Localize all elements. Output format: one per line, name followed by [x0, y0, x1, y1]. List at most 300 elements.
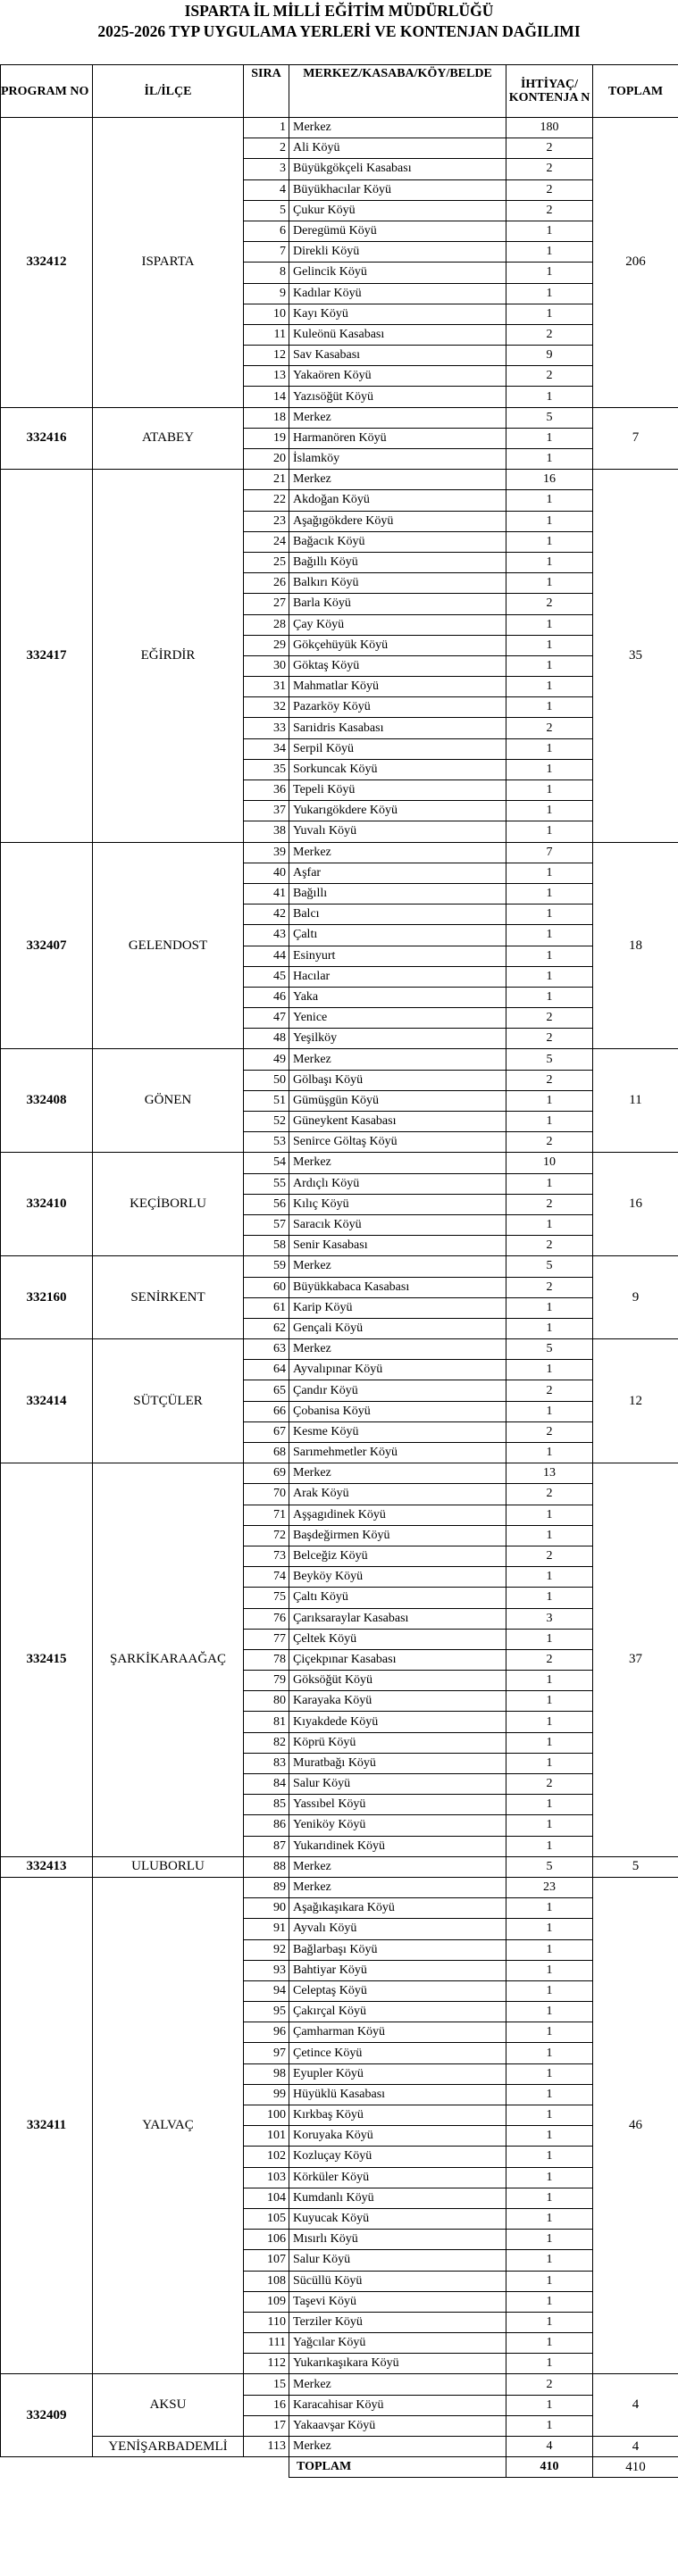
- quota-value: 1: [506, 863, 593, 883]
- location-name: Merkez: [289, 470, 506, 490]
- quota-value: 1: [506, 242, 593, 263]
- row-number: 31: [244, 677, 289, 697]
- location-name: Balcı: [289, 905, 506, 925]
- location-name: Çukur Köyü: [289, 200, 506, 221]
- location-name: Çeltek Köyü: [289, 1629, 506, 1649]
- location-name: Celeptaş Köyü: [289, 1980, 506, 2001]
- row-number: 21: [244, 470, 289, 490]
- table-row: [1, 1856, 678, 1877]
- row-number: 109: [244, 2291, 289, 2312]
- district-name: YALVAÇ: [93, 1877, 244, 2374]
- row-number: 16: [244, 2395, 289, 2415]
- location-name: Aşağıkaşıkara Köyü: [289, 1898, 506, 1919]
- quota-value: 1: [506, 2105, 593, 2126]
- row-number: 32: [244, 697, 289, 718]
- quota-table: [0, 64, 678, 2478]
- quota-value: 2: [506, 1649, 593, 1670]
- quota-value: 1: [506, 1318, 593, 1338]
- quota-value: 1: [506, 2043, 593, 2063]
- row-number: 3: [244, 159, 289, 179]
- header-ihtiyac: İHTİYAÇ/ KONTENJA N: [506, 65, 593, 118]
- row-number: 13: [244, 366, 289, 387]
- district-name: SENİRKENT: [93, 1256, 244, 1339]
- district-total: 206: [593, 118, 678, 408]
- document-title: [0, 0, 678, 41]
- quota-value: 1: [506, 552, 593, 572]
- header-program: PROGRAM NO: [1, 65, 93, 118]
- location-name: Çarıksaraylar Kasabası: [289, 1608, 506, 1629]
- table-row: [1, 1877, 678, 1897]
- quota-value: 1: [506, 1567, 593, 1588]
- quota-value: 1: [506, 1898, 593, 1919]
- location-name: Merkez: [289, 1339, 506, 1360]
- location-name: Yaka: [289, 987, 506, 1007]
- location-name: Büyükkabaca Kasabası: [289, 1277, 506, 1297]
- row-number: 87: [244, 1836, 289, 1856]
- quota-value: 1: [506, 738, 593, 759]
- quota-value: 1: [506, 801, 593, 821]
- location-name: Çiçekpınar Kasabası: [289, 1649, 506, 1670]
- row-number: 59: [244, 1256, 289, 1277]
- quota-value: 1: [506, 614, 593, 635]
- row-number: 75: [244, 1588, 289, 1608]
- location-name: Bağacık Köyü: [289, 531, 506, 552]
- row-number: 52: [244, 1112, 289, 1132]
- row-number: 64: [244, 1360, 289, 1380]
- district-name: ŞARKİKARAAĞAÇ: [93, 1463, 244, 1857]
- district-total: 4: [593, 2374, 678, 2437]
- table-row: [1, 842, 678, 863]
- location-name: Göksöğüt Köyü: [289, 1671, 506, 1691]
- row-number: 5: [244, 200, 289, 221]
- location-name: Esinyurt: [289, 946, 506, 966]
- quota-value: 23: [506, 1877, 593, 1897]
- table-row: [1, 1256, 678, 1277]
- row-number: 96: [244, 2022, 289, 2043]
- quota-value: 1: [506, 1401, 593, 1421]
- quota-value: 1: [506, 905, 593, 925]
- quota-value: 1: [506, 2208, 593, 2229]
- location-name: Bağıllı: [289, 883, 506, 904]
- location-name: Sarımehmetler Köyü: [289, 1443, 506, 1463]
- location-name: Merkez: [289, 842, 506, 863]
- location-name: Koruyaka Köyü: [289, 2126, 506, 2147]
- location-name: Aşağıgökdere Köyü: [289, 511, 506, 531]
- header-sira: SIRA: [244, 65, 289, 118]
- row-number: 9: [244, 283, 289, 304]
- location-name: Sorkuncak Köyü: [289, 759, 506, 779]
- quota-value: 2: [506, 179, 593, 200]
- location-name: Barla Köyü: [289, 594, 506, 614]
- quota-value: 1: [506, 283, 593, 304]
- location-name: Akdoğan Köyü: [289, 490, 506, 511]
- row-number: 22: [244, 490, 289, 511]
- location-name: Merkez: [289, 1856, 506, 1877]
- location-name: Kıyakdede Köyü: [289, 1712, 506, 1732]
- quota-value: 7: [506, 842, 593, 863]
- table-row: [1, 1463, 678, 1484]
- quota-value: 5: [506, 1856, 593, 1877]
- location-name: Taşevi Köyü: [289, 2291, 506, 2312]
- location-name: Büyükhacılar Köyü: [289, 179, 506, 200]
- row-number: 46: [244, 987, 289, 1007]
- row-number: 25: [244, 552, 289, 572]
- row-number: 10: [244, 304, 289, 324]
- location-name: Çandır Köyü: [289, 1380, 506, 1401]
- location-name: Karip Köyü: [289, 1297, 506, 1318]
- row-number: 79: [244, 1671, 289, 1691]
- row-number: 67: [244, 1421, 289, 1442]
- row-number: 26: [244, 573, 289, 594]
- quota-value: 1: [506, 2022, 593, 2043]
- row-number: 49: [244, 1049, 289, 1070]
- program-number: 332416: [1, 407, 93, 470]
- location-name: Pazarköy Köyü: [289, 697, 506, 718]
- row-number: 61: [244, 1297, 289, 1318]
- row-number: 7: [244, 242, 289, 263]
- program-number: 332414: [1, 1339, 93, 1463]
- district-total: 12: [593, 1339, 678, 1463]
- table-row: [1, 118, 678, 138]
- program-number: 332411: [1, 1877, 93, 2374]
- row-number: 100: [244, 2105, 289, 2126]
- total-label: TOPLAM: [289, 2457, 506, 2478]
- row-number: 62: [244, 1318, 289, 1338]
- location-name: Yeşilköy: [289, 1029, 506, 1049]
- row-number: 48: [244, 1029, 289, 1049]
- location-name: Büyükgökçeli Kasabası: [289, 159, 506, 179]
- quota-value: 1: [506, 883, 593, 904]
- location-name: Ayvalıpınar Köyü: [289, 1360, 506, 1380]
- quota-value: 2: [506, 1008, 593, 1029]
- location-name: Yağcılar Köyü: [289, 2333, 506, 2354]
- district-total: 5: [593, 1856, 678, 1877]
- location-name: Direkli Köyü: [289, 242, 506, 263]
- quota-value: 2: [506, 159, 593, 179]
- quota-value: 1: [506, 1443, 593, 1463]
- quota-value: 1: [506, 655, 593, 676]
- location-name: İslamköy: [289, 449, 506, 470]
- quota-value: 1: [506, 221, 593, 241]
- program-number: 332407: [1, 842, 93, 1049]
- quota-value: 1: [506, 2415, 593, 2436]
- district-total: 35: [593, 470, 678, 842]
- location-name: Balkırı Köyü: [289, 573, 506, 594]
- location-name: Serpil Köyü: [289, 738, 506, 759]
- location-name: Gelincik Köyü: [289, 263, 506, 283]
- row-number: 17: [244, 2415, 289, 2436]
- quota-value: 1: [506, 2395, 593, 2415]
- row-number: 53: [244, 1132, 289, 1153]
- grand-total: 410: [593, 2457, 678, 2478]
- quota-value: 2: [506, 1421, 593, 1442]
- row-number: 43: [244, 925, 289, 946]
- quota-value: 1: [506, 1505, 593, 1525]
- row-number: 68: [244, 1443, 289, 1463]
- table-row: [1, 1049, 678, 1070]
- location-name: Saracık Köyü: [289, 1214, 506, 1235]
- location-name: Merkez: [289, 1256, 506, 1277]
- program-number: 332415: [1, 1463, 93, 1857]
- row-number: 2: [244, 138, 289, 159]
- row-number: 103: [244, 2167, 289, 2188]
- location-name: Sav Kasabası: [289, 346, 506, 366]
- quota-value: 1: [506, 2271, 593, 2291]
- location-name: Gümüşgün Köyü: [289, 1090, 506, 1111]
- row-number: 45: [244, 966, 289, 987]
- row-number: 55: [244, 1173, 289, 1194]
- quota-value: 1: [506, 1753, 593, 1773]
- quota-value: 1: [506, 428, 593, 448]
- location-name: Salur Köyü: [289, 2250, 506, 2271]
- location-name: Yeniköy Köyü: [289, 1815, 506, 1836]
- location-name: Başdeğirmen Köyü: [289, 1525, 506, 1546]
- row-number: 95: [244, 2002, 289, 2022]
- location-name: Aşfar: [289, 863, 506, 883]
- location-name: Tepeli Köyü: [289, 780, 506, 801]
- location-name: Çamharman Köyü: [289, 2022, 506, 2043]
- district-name: SÜTÇÜLER: [93, 1339, 244, 1463]
- quota-value: 1: [506, 263, 593, 283]
- row-number: 111: [244, 2333, 289, 2354]
- total-row: [1, 2457, 678, 2478]
- row-number: 73: [244, 1546, 289, 1566]
- location-name: Mısırlı Köyü: [289, 2230, 506, 2250]
- table-row: [1, 2374, 678, 2395]
- row-number: 80: [244, 1691, 289, 1712]
- row-number: 69: [244, 1463, 289, 1484]
- total-blank: [1, 2457, 289, 2478]
- row-number: 14: [244, 387, 289, 407]
- row-number: 104: [244, 2188, 289, 2208]
- row-number: 101: [244, 2126, 289, 2147]
- quota-value: 1: [506, 2147, 593, 2167]
- location-name: Çakırçal Köyü: [289, 2002, 506, 2022]
- location-name: Kuleönü Kasabası: [289, 324, 506, 345]
- quota-value: 3: [506, 1608, 593, 1629]
- program-number: 332410: [1, 1153, 93, 1256]
- row-number: 18: [244, 407, 289, 428]
- district-total: 18: [593, 842, 678, 1049]
- location-name: Deregümü Köyü: [289, 221, 506, 241]
- location-name: Yukarıdinek Köyü: [289, 1836, 506, 1856]
- quota-value: 1: [506, 2250, 593, 2271]
- location-name: Muratbağı Köyü: [289, 1753, 506, 1773]
- quota-value: 1: [506, 1173, 593, 1194]
- quota-value: 1: [506, 2354, 593, 2374]
- quota-value: 1: [506, 1090, 593, 1111]
- row-number: 56: [244, 1194, 289, 1214]
- row-number: 71: [244, 1505, 289, 1525]
- district-name: ULUBORLU: [93, 1856, 244, 1877]
- district-name: GELENDOST: [93, 842, 244, 1049]
- location-name: Merkez: [289, 2437, 506, 2457]
- quota-value: 1: [506, 304, 593, 324]
- location-name: Gökçehüyük Köyü: [289, 635, 506, 655]
- district-total: 16: [593, 1153, 678, 1256]
- row-number: 54: [244, 1153, 289, 1173]
- location-name: Harmanören Köyü: [289, 428, 506, 448]
- district-total: 7: [593, 407, 678, 470]
- program-number: 332413: [1, 1856, 93, 1877]
- quota-value: 1: [506, 1214, 593, 1235]
- row-number: 83: [244, 1753, 289, 1773]
- quota-value: 2: [506, 200, 593, 221]
- quota-value: 1: [506, 1795, 593, 1815]
- row-number: 19: [244, 428, 289, 448]
- row-number: 38: [244, 821, 289, 842]
- row-number: 30: [244, 655, 289, 676]
- quota-value: 1: [506, 1112, 593, 1132]
- quota-value: 5: [506, 1339, 593, 1360]
- location-name: Çaltı: [289, 925, 506, 946]
- row-number: 41: [244, 883, 289, 904]
- row-number: 63: [244, 1339, 289, 1360]
- quota-value: 1: [506, 677, 593, 697]
- program-number: 332409: [1, 2374, 93, 2457]
- row-number: 60: [244, 1277, 289, 1297]
- district-name: ATABEY: [93, 407, 244, 470]
- row-number: 89: [244, 1877, 289, 1897]
- quota-value: 2: [506, 1236, 593, 1256]
- location-name: Yukarıkaşıkara Köyü: [289, 2354, 506, 2374]
- district-name: AKSU: [93, 2374, 244, 2437]
- quota-value: 4: [506, 2437, 593, 2457]
- quota-value: 2: [506, 1194, 593, 1214]
- row-number: 107: [244, 2250, 289, 2271]
- location-name: Terziler Köyü: [289, 2312, 506, 2332]
- row-number: 42: [244, 905, 289, 925]
- location-name: Sücüllü Köyü: [289, 2271, 506, 2291]
- quota-value: 2: [506, 1484, 593, 1505]
- quota-value: 1: [506, 1919, 593, 1939]
- quota-value: 1: [506, 635, 593, 655]
- row-number: 81: [244, 1712, 289, 1732]
- row-number: 86: [244, 1815, 289, 1836]
- row-number: 93: [244, 1960, 289, 1980]
- quota-value: 1: [506, 1671, 593, 1691]
- title-line-1: ISPARTA İL MİLLİ EĞİTİM MÜDÜRLÜĞÜ: [184, 2, 494, 20]
- location-name: Merkez: [289, 1877, 506, 1897]
- quota-value: 16: [506, 470, 593, 490]
- row-number: 91: [244, 1919, 289, 1939]
- quota-table-container: [0, 64, 678, 2478]
- table-row: [1, 1153, 678, 1173]
- program-number: 332160: [1, 1256, 93, 1339]
- location-name: Çetince Köyü: [289, 2043, 506, 2063]
- quota-value: 2: [506, 594, 593, 614]
- location-name: Merkez: [289, 118, 506, 138]
- table-row: [1, 1339, 678, 1360]
- location-name: Ali Köyü: [289, 138, 506, 159]
- location-name: Göktaş Köyü: [289, 655, 506, 676]
- location-name: Merkez: [289, 2374, 506, 2395]
- row-number: 110: [244, 2312, 289, 2332]
- quota-value: 5: [506, 407, 593, 428]
- location-name: Yakaavşar Köyü: [289, 2415, 506, 2436]
- row-number: 57: [244, 1214, 289, 1235]
- quota-value: 9: [506, 346, 593, 366]
- row-number: 108: [244, 2271, 289, 2291]
- row-number: 99: [244, 2084, 289, 2105]
- header-toplam: TOPLAM: [593, 65, 678, 118]
- location-name: Sarıidris Kasabası: [289, 718, 506, 738]
- location-name: Çaltı Köyü: [289, 1588, 506, 1608]
- row-number: 105: [244, 2208, 289, 2229]
- row-number: 76: [244, 1608, 289, 1629]
- location-name: Senirce Göltaş Köyü: [289, 1132, 506, 1153]
- row-number: 72: [244, 1525, 289, 1546]
- quota-value: 1: [506, 1939, 593, 1960]
- location-name: Yazısöğüt Köyü: [289, 387, 506, 407]
- quota-value: 1: [506, 449, 593, 470]
- row-number: 66: [244, 1401, 289, 1421]
- location-name: Körküler Köyü: [289, 2167, 506, 2188]
- row-number: 12: [244, 346, 289, 366]
- location-name: Kadılar Köyü: [289, 283, 506, 304]
- quota-value: 1: [506, 1588, 593, 1608]
- quota-value: 1: [506, 2126, 593, 2147]
- location-name: Kayı Köyü: [289, 304, 506, 324]
- quota-value: 1: [506, 1712, 593, 1732]
- location-name: Yuvalı Köyü: [289, 821, 506, 842]
- location-name: Merkez: [289, 1049, 506, 1070]
- quota-value: 1: [506, 1836, 593, 1856]
- row-number: 82: [244, 1732, 289, 1753]
- quota-value: 1: [506, 966, 593, 987]
- quota-value: 1: [506, 1629, 593, 1649]
- location-name: Arak Köyü: [289, 1484, 506, 1505]
- quota-value: 1: [506, 759, 593, 779]
- row-number: 34: [244, 738, 289, 759]
- quota-value: 1: [506, 987, 593, 1007]
- row-number: 37: [244, 801, 289, 821]
- location-name: Kılıç Köyü: [289, 1194, 506, 1214]
- quota-value: 1: [506, 2312, 593, 2332]
- location-name: Merkez: [289, 407, 506, 428]
- location-name: Ayvalı Köyü: [289, 1919, 506, 1939]
- quota-value: 1: [506, 1525, 593, 1546]
- quota-value: 2: [506, 1546, 593, 1566]
- quota-value: 1: [506, 2063, 593, 2084]
- location-name: Mahmatlar Köyü: [289, 677, 506, 697]
- row-number: 85: [244, 1795, 289, 1815]
- quota-value: 1: [506, 1732, 593, 1753]
- table-row: [1, 407, 678, 428]
- row-number: 74: [244, 1567, 289, 1588]
- quota-value: 1: [506, 1691, 593, 1712]
- district-total: 37: [593, 1463, 678, 1857]
- quota-value: 5: [506, 1049, 593, 1070]
- row-number: 51: [244, 1090, 289, 1111]
- location-name: Senir Kasabası: [289, 1236, 506, 1256]
- program-number: 332412: [1, 118, 93, 408]
- quota-value: 2: [506, 138, 593, 159]
- program-number: 332408: [1, 1049, 93, 1153]
- location-name: Beyköy Köyü: [289, 1567, 506, 1588]
- location-name: Bağıllı Köyü: [289, 552, 506, 572]
- quota-value: 2: [506, 2374, 593, 2395]
- location-name: Kuyucak Köyü: [289, 2208, 506, 2229]
- location-name: Çay Köyü: [289, 614, 506, 635]
- location-name: Belceğiz Köyü: [289, 1546, 506, 1566]
- quota-value: 1: [506, 531, 593, 552]
- location-name: Yassıbel Köyü: [289, 1795, 506, 1815]
- district-total: 46: [593, 1877, 678, 2374]
- district-total: 11: [593, 1049, 678, 1153]
- row-number: 35: [244, 759, 289, 779]
- quota-value: 2: [506, 366, 593, 387]
